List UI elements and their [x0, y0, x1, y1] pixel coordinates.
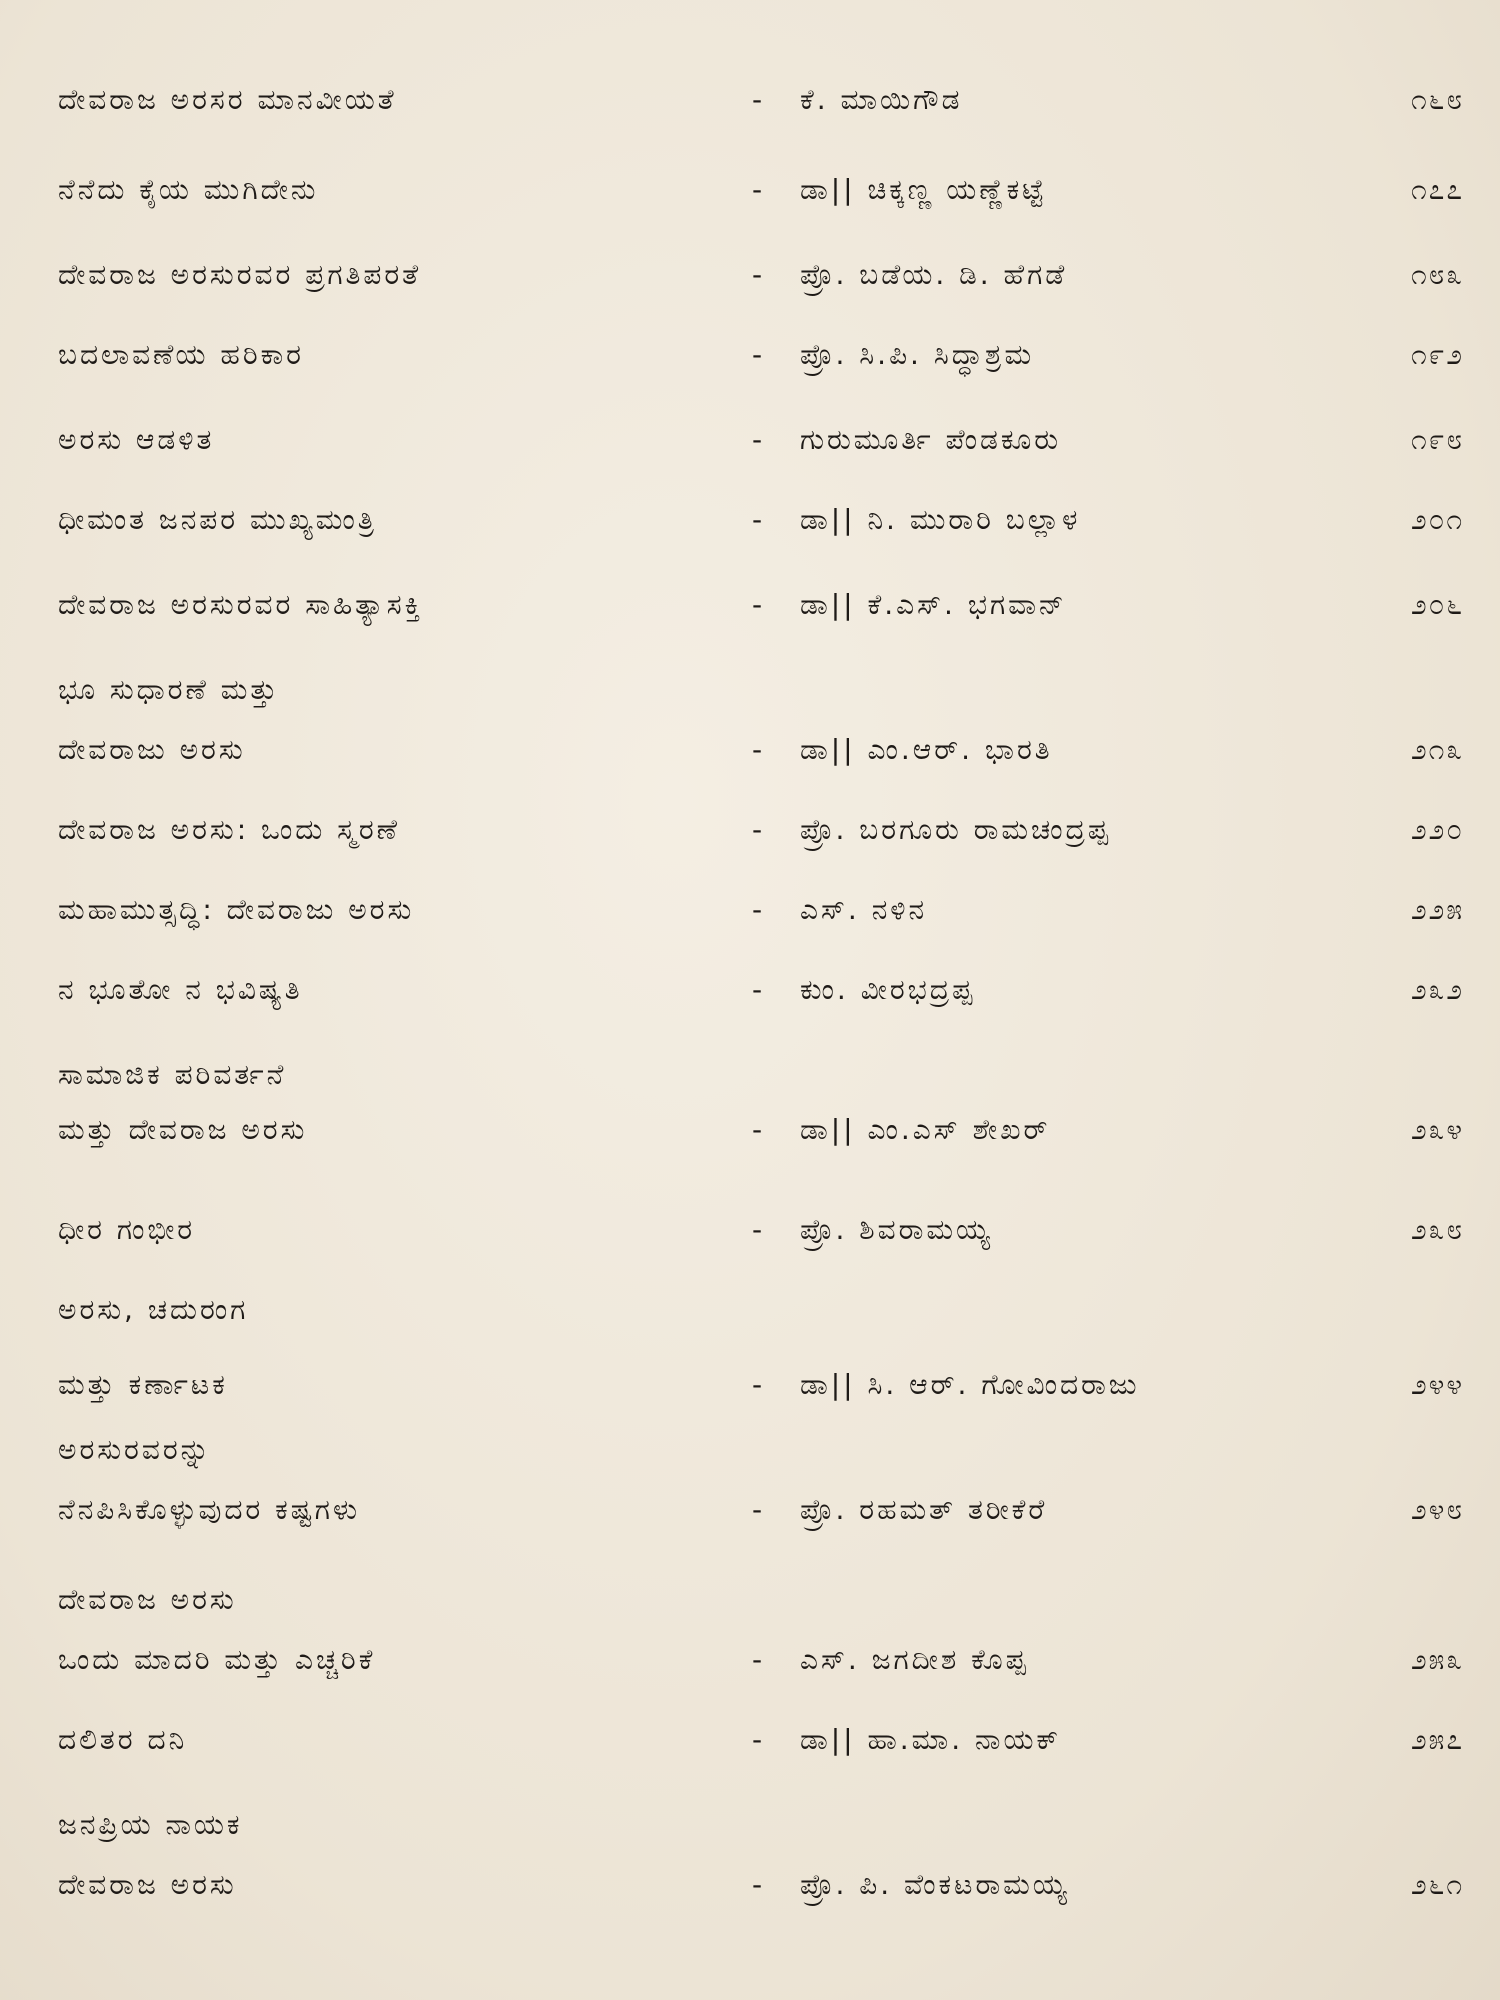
toc-entry — [0, 1493, 1500, 1553]
entry-page-number: ೨೨೫ — [1410, 893, 1464, 926]
entry-title-line2: ನೆನಪಿಸಿಕೊಳ್ಳುವುದರ ಕಷ್ಟಗಳು — [58, 1493, 361, 1526]
entry-author: ಕುಂ. ವೀರಭದ್ರಪ್ಪ — [800, 973, 976, 1006]
entry-title-line2: ಒಂದು ಮಾದರಿ ಮತ್ತು ಎಚ್ಚರಿಕೆ — [58, 1643, 376, 1676]
entry-title: ದೇವರಾಜ ಅರಸು: ಒಂದು ಸ್ಮರಣೆ — [58, 813, 401, 846]
entry-title: ಧೀಮಂತ ಜನಪರ ಮುಖ್ಯಮಂತ್ರಿ — [58, 503, 377, 536]
entry-author: ಪ್ರೊ. ಬರಗೂರು ರಾಮಚಂದ್ರಪ್ಪ — [800, 813, 1111, 846]
entry-title: ದೇವರಾಜ ಅರಸರ ಮಾನವೀಯತೆ — [58, 83, 397, 116]
entry-page-number: ೧೬೮ — [1410, 83, 1464, 116]
entry-dash: - — [752, 423, 763, 456]
entry-page-number: ೨೦೧ — [1410, 503, 1464, 536]
entry-dash: - — [752, 338, 763, 371]
entry-page-number: ೨೫೭ — [1410, 1723, 1464, 1756]
entry-page-number: ೧೮೩ — [1410, 258, 1464, 291]
entry-page-number: ೨೨೦ — [1410, 813, 1464, 846]
entry-title-line1: ಸಾಮಾಜಿಕ ಪರಿವರ್ತನೆ — [58, 1058, 287, 1091]
entry-title-line1: ಅರಸು, ಚದುರಂಗ — [58, 1293, 249, 1326]
entry-title: ದೇವರಾಜ ಅರಸುರವರ ಪ್ರಗತಿಪರತೆ — [58, 258, 422, 291]
entry-dash: - — [752, 1868, 763, 1901]
toc-entry — [0, 83, 1500, 143]
entry-page-number: ೨೪೮ — [1410, 1493, 1464, 1526]
entry-dash: - — [752, 1368, 763, 1401]
entry-author: ಡಾ|| ನಿ. ಮುರಾರಿ ಬಲ್ಲಾಳ — [800, 503, 1081, 536]
toc-entry — [0, 1868, 1500, 1928]
entry-title: ನ ಭೂತೋ ನ ಭವಿಷ್ಯತಿ — [58, 973, 303, 1006]
entry-author: ಡಾ|| ಎಂ.ಎಸ್ ಶೇಖರ್ — [800, 1113, 1051, 1146]
entry-dash: - — [752, 1643, 763, 1676]
entry-title-line1: ಅರಸುರವರನ್ನು — [58, 1433, 212, 1466]
toc-entry — [0, 1213, 1500, 1273]
entry-dash: - — [752, 1723, 763, 1756]
entry-author: ಎಸ್. ನಳಿನ — [800, 893, 928, 926]
entry-author: ಡಾ|| ಕೆ.ಎಸ್. ಭಗವಾನ್ — [800, 588, 1067, 621]
entry-dash: - — [752, 83, 763, 116]
toc-entry — [0, 1113, 1500, 1173]
entry-dash: - — [752, 1113, 763, 1146]
toc-entry — [0, 503, 1500, 563]
entry-dash: - — [752, 1213, 763, 1246]
toc-entry — [0, 733, 1500, 793]
toc-entry — [0, 813, 1500, 873]
toc-entry — [0, 258, 1500, 318]
entry-page-number: ೨೩೪ — [1410, 1113, 1464, 1146]
entry-page-number: ೨೧೩ — [1410, 733, 1464, 766]
toc-entry — [0, 893, 1500, 953]
entry-author: ಎಸ್. ಜಗದೀಶ ಕೊಪ್ಪ — [800, 1643, 1029, 1676]
toc-entry — [0, 588, 1500, 648]
entry-page-number: ೧೯೮ — [1410, 423, 1464, 456]
entry-title-line1: ಜನಪ್ರಿಯ ನಾಯಕ — [58, 1808, 243, 1841]
entry-title-line1: ಭೂ ಸುಧಾರಣೆ ಮತ್ತು — [58, 673, 280, 706]
entry-page-number: ೨೪೪ — [1410, 1368, 1464, 1401]
entry-author: ಪ್ರೊ. ಬಡೆಯ. ಡಿ. ಹೆಗಡೆ — [800, 258, 1068, 291]
entry-dash: - — [752, 733, 763, 766]
entry-title: ಧೀರ ಗಂಭೀರ — [58, 1213, 196, 1246]
entry-page-number: ೧೭೭ — [1410, 173, 1464, 206]
entry-author: ಕೆ. ಮಾಯಿಗೌಡ — [800, 83, 963, 116]
toc-entry — [0, 1643, 1500, 1703]
entry-author: ಗುರುಮೂರ್ತಿ ಪೆಂಡಕೂರು — [800, 423, 1061, 456]
entry-author: ಡಾ|| ಹಾ.ಮಾ. ನಾಯಕ್ — [800, 1723, 1062, 1756]
entry-author: ಪ್ರೊ. ಶಿವರಾಮಯ್ಯ — [800, 1213, 993, 1246]
entry-title-line2: ದೇವರಾಜ ಅರಸು — [58, 1868, 237, 1901]
entry-title-line1: ದೇವರಾಜ ಅರಸು — [58, 1583, 237, 1616]
entry-author: ಡಾ|| ಸಿ. ಆರ್. ಗೋವಿಂದರಾಜು — [800, 1368, 1140, 1401]
entry-page-number: ೨೬೧ — [1410, 1868, 1464, 1901]
toc-entry — [0, 173, 1500, 233]
entry-author: ಪ್ರೊ. ಸಿ.ಪಿ. ಸಿದ್ಧಾಶ್ರಮ — [800, 338, 1035, 371]
entry-dash: - — [752, 973, 763, 1006]
entry-author: ಪ್ರೊ. ರಹಮತ್ ತರೀಕೆರೆ — [800, 1493, 1048, 1526]
entry-title-line2: ಮತ್ತು ದೇವರಾಜ ಅರಸು — [58, 1113, 308, 1146]
entry-title-line2: ಮತ್ತು ಕರ್ಣಾಟಕ — [58, 1368, 228, 1401]
entry-title: ಬದಲಾವಣೆಯ ಹರಿಕಾರ — [58, 338, 304, 371]
entry-dash: - — [752, 893, 763, 926]
entry-page-number: ೨೦೬ — [1410, 588, 1464, 621]
entry-dash: - — [752, 258, 763, 291]
entry-page-number: ೧೯೨ — [1410, 338, 1464, 371]
entry-author: ಪ್ರೊ. ಪಿ. ವೆಂಕಟರಾಮಯ್ಯ — [800, 1868, 1070, 1901]
entry-title: ಮಹಾಮುತ್ಸದ್ಧಿ: ದೇವರಾಜು ಅರಸು — [58, 893, 415, 926]
toc-entry — [0, 423, 1500, 483]
entry-author: ಡಾ|| ಚಿಕ್ಕಣ್ಣ ಯಣ್ಣೆಕಟ್ಟೆ — [800, 173, 1047, 206]
entry-title: ನೆನೆದು ಕೈಯ ಮುಗಿದೇನು — [58, 173, 319, 206]
entry-page-number: ೨೫೩ — [1410, 1643, 1464, 1676]
entry-dash: - — [752, 588, 763, 621]
entry-page-number: ೨೩೨ — [1410, 973, 1464, 1006]
entry-dash: - — [752, 173, 763, 206]
entry-dash: - — [752, 503, 763, 536]
toc-entry — [0, 1723, 1500, 1783]
toc-entry — [0, 338, 1500, 398]
toc-entry — [0, 1368, 1500, 1428]
entry-title-line2: ದೇವರಾಜು ಅರಸು — [58, 733, 246, 766]
entry-title: ದೇವರಾಜ ಅರಸುರವರ ಸಾಹಿತ್ಯಾಸಕ್ತಿ — [58, 588, 424, 621]
entry-title: ಅರಸು ಆಡಳಿತ — [58, 423, 215, 456]
entry-author: ಡಾ|| ಎಂ.ಆರ್. ಭಾರತಿ — [800, 733, 1053, 766]
toc-entry — [0, 973, 1500, 1033]
entry-page-number: ೨೩೮ — [1410, 1213, 1464, 1246]
entry-title: ದಲಿತರ ದನಿ — [58, 1723, 188, 1756]
entry-dash: - — [752, 813, 763, 846]
entry-dash: - — [752, 1493, 763, 1526]
